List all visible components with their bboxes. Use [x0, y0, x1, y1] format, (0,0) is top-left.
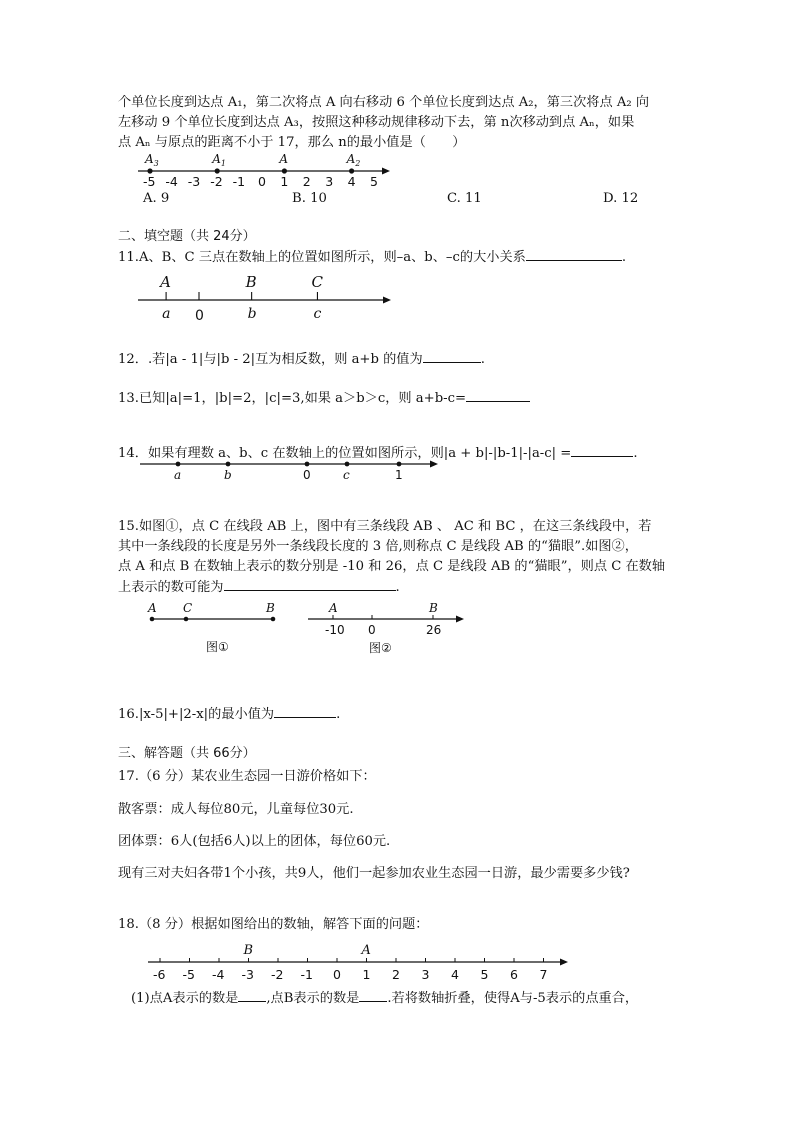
- q11-lower-label: a: [162, 306, 171, 322]
- q10-line2: 左移动 9 个单位长度到达点 A₃，按照这种移动规律移动下去，第 n次移动到点 Aₙ，如果: [118, 115, 635, 130]
- q14-point-label: c: [343, 468, 350, 482]
- q10-point-label: A: [279, 152, 289, 166]
- q17-line2: 团体票：6人(包括6人)以上的团体，每位60元.: [118, 834, 391, 849]
- q10-option-a: A. 9: [143, 191, 170, 206]
- q18-tick-label: 5: [480, 967, 489, 982]
- q17-line1: 散客票：成人每位80元，儿童每位30元.: [118, 802, 354, 817]
- q10-tick-label: 2: [302, 174, 311, 189]
- q16-end: .: [336, 707, 341, 722]
- q18-tick-label: -5: [182, 967, 195, 982]
- q10-tick-label: -4: [165, 174, 178, 189]
- q14-point-label: 1: [395, 468, 403, 482]
- q14-point-label: b: [224, 468, 232, 482]
- section2-title: 二、填空题（共 24分）: [118, 229, 256, 244]
- q15-line4-stem: 上表示的数可能为: [118, 580, 224, 595]
- q15-fig2-value-zero: 0: [368, 623, 376, 637]
- q17-title: 17.（6 分）某农业生态园一日游价格如下：: [118, 769, 376, 784]
- q12-stem: 12．.若|a - 1|与|b - 2|互为相反数，则 a+b 的值为: [118, 352, 423, 367]
- q11-end: .: [621, 250, 627, 265]
- q18-tick-label: -1: [300, 967, 313, 982]
- q18-tick-label: 4: [451, 967, 459, 982]
- section3-title: 三、解答题（共 66分）: [118, 746, 256, 761]
- q15-fig2-label-b: B: [429, 601, 438, 615]
- q10-option-b: B. 10: [292, 191, 327, 206]
- q14-point-label: a: [174, 468, 182, 482]
- q15-fig1-label-b: B: [266, 601, 275, 615]
- q11-upper-label: C: [311, 273, 323, 291]
- q18-blank-b: [359, 989, 387, 1002]
- q18-tick-label: 3: [421, 967, 430, 982]
- q18-tick-label: -2: [271, 967, 284, 982]
- q15-fig1-caption: 图①: [206, 640, 229, 654]
- q10-line1: 个单位长度到达点 A₁，第二次将点 A 向右移动 6 个单位长度到达点 A₂，第三次将点 A₂ 向: [118, 95, 650, 110]
- q15-line3: 点 A 和点 B 在数轴上表示的数分别是 -10 和 26，点 C 是线段 AB 的“猫眼”，则点 C 在数轴: [118, 559, 666, 574]
- q16-stem: 16.|x-5|+|2-x|的最小值为: [118, 707, 275, 722]
- q10-option-d: D. 12: [603, 191, 639, 206]
- q15-fig1-label-c: C: [183, 601, 193, 615]
- q14-stem: 14．如果有理数 a、b、c 在数轴上的位置如图所示，则|a + b|-|b-1|-|a-c| =: [118, 446, 572, 461]
- q11-stem: 11.A、B、C 三点在数轴上的位置如图所示，则–a、b、–c的大小关系: [118, 250, 526, 265]
- q18-tick-label: 7: [539, 967, 548, 982]
- q18-tick-label: -4: [212, 967, 225, 982]
- q18-blank-a: [238, 989, 266, 1002]
- q11-upper-label: A: [160, 273, 171, 291]
- q14-end: .: [633, 446, 638, 461]
- q10-point-label: $A_1$: [212, 152, 226, 168]
- q15-end: .: [395, 580, 400, 595]
- q18-tick-label: 2: [392, 967, 400, 982]
- q15-fig2-label-a: A: [329, 601, 338, 615]
- q10-tick-label: -3: [187, 174, 201, 189]
- q18-sub1-c: .若将数轴折叠，使得A与-5表示的点重合，: [387, 991, 639, 1006]
- q10-tick-label: 0: [258, 174, 266, 189]
- q10-tick-label: -2: [210, 174, 223, 189]
- q14-point-label: 0: [303, 468, 311, 482]
- q11-upper-label: B: [245, 273, 257, 291]
- q18-tick-label: 0: [333, 967, 341, 982]
- q11-lower-label: 0: [195, 308, 204, 324]
- q10-point-label: $A_2$: [346, 152, 361, 168]
- q15-fig2-caption: 图②: [369, 641, 392, 655]
- q10-point-label: $A_3$: [145, 152, 159, 168]
- q15-fig1-label-a: A: [148, 601, 157, 615]
- q18-sub1: [131, 989, 638, 1008]
- q17-line3: 现有三对夫妇各带1个小孩，共9人，他们一起参加农业生态园一日游，最少需要多少钱?: [118, 866, 630, 881]
- q15-line1: 15.如图①，点 C 在线段 AB 上，图中有三条线段 AB 、 AC 和 BC ，在这三条线段中，若: [118, 519, 652, 534]
- q18-point-label: B: [243, 943, 254, 958]
- q18-tick-label: -6: [153, 967, 166, 982]
- q18-title: 18.（8 分）根据如图给出的数轴，解答下面的问题：: [118, 917, 429, 932]
- q15-fig2-value-b: 26: [426, 623, 442, 637]
- q18-tick-label: -3: [241, 967, 254, 982]
- q13-stem: 13.已知|a|=1，|b|=2，|c|=3,如果 a＞b＞c，则 a+b-c=: [118, 391, 467, 406]
- q12-end: .: [480, 352, 485, 367]
- q18-sub1-b: ,点B表示的数是: [266, 991, 360, 1006]
- q18-tick-label: 6: [510, 967, 518, 982]
- q10-tick-label: -1: [232, 174, 246, 189]
- q10-tick-label: 3: [325, 174, 334, 189]
- q11-lower-label: b: [247, 306, 257, 322]
- q10-line3: 点 Aₙ 与原点的距离不小于 17，那么 n的最小值是（ ）: [118, 135, 466, 150]
- q10-tick-label: -5: [143, 174, 156, 189]
- q15-fig2-value-a: -10: [325, 623, 345, 637]
- q18-point-label: A: [361, 943, 371, 958]
- q11-lower-label: c: [313, 306, 322, 322]
- q10-tick-label: 1: [280, 174, 289, 189]
- q18-sub1-a: (1)点A表示的数是: [131, 991, 239, 1006]
- q10-tick-label: 4: [347, 174, 356, 189]
- q10-tick-label: 5: [370, 174, 378, 189]
- q10-option-c: C. 11: [447, 191, 482, 206]
- q18-tick-label: 1: [362, 967, 371, 982]
- q15-line2: 其中一条线段的长度是另外一条线段长度的 3 倍,则称点 C 是线段 AB 的“猫眼”.如图②，: [118, 539, 638, 554]
